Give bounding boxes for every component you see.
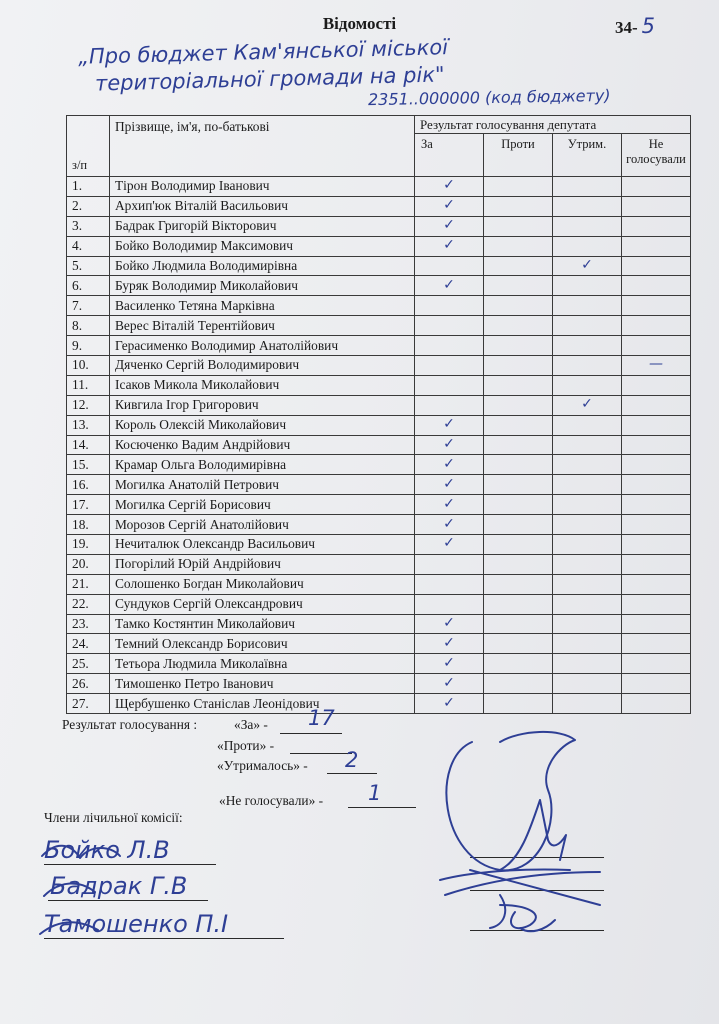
vote-cell-ne xyxy=(622,276,691,296)
vote-cell-ne xyxy=(622,256,691,276)
check-mark: ✓ xyxy=(443,237,455,254)
vote-cell-proty xyxy=(484,216,553,236)
vote-cell-utrym xyxy=(553,495,622,515)
table-row xyxy=(67,316,691,336)
check-mark: ✓ xyxy=(443,177,455,194)
vote-cell-utrym xyxy=(553,614,622,634)
table-row xyxy=(67,535,691,555)
deputy-name: Бадрак Григорій Вікторович xyxy=(110,216,415,236)
subject-line-3: 2351..000000 (код бюджету) xyxy=(367,85,611,110)
row-number: 22. xyxy=(67,594,110,614)
vote-cell-utrym xyxy=(553,634,622,654)
ne-label: «Не голосували» - xyxy=(219,793,324,808)
vote-cell-za xyxy=(415,475,484,495)
row-number: 9. xyxy=(67,336,110,356)
deputy-name: Василенко Тетяна Марківна xyxy=(110,296,415,316)
vote-cell-utrym xyxy=(553,554,622,574)
row-number: 25. xyxy=(67,654,110,674)
check-mark: ✓ xyxy=(581,396,593,413)
row-number: 23. xyxy=(67,614,110,634)
vote-cell-proty xyxy=(484,375,553,395)
dash-mark: — xyxy=(649,356,663,373)
table-row xyxy=(67,475,691,495)
check-mark: ✓ xyxy=(443,197,455,214)
deputy-name: Кивгила Ігор Григорович xyxy=(110,395,415,415)
vote-cell-za xyxy=(415,455,484,475)
vote-cell-utrym xyxy=(553,375,622,395)
vote-cell-utrym xyxy=(553,515,622,535)
vote-cell-utrym xyxy=(553,296,622,316)
deputy-name: Косюченко Вадим Андрійович xyxy=(110,435,415,455)
vote-cell-utrym xyxy=(553,654,622,674)
deputy-name: Тамко Костянтин Миколайович xyxy=(110,614,415,634)
vote-cell-proty xyxy=(484,535,553,555)
table-row xyxy=(67,415,691,435)
vote-cell-utrym xyxy=(553,594,622,614)
vote-cell-za xyxy=(415,256,484,276)
header-ne-holosuvaly: Не голосували xyxy=(622,134,691,177)
vote-cell-ne xyxy=(622,375,691,395)
vote-cell-utrym xyxy=(553,276,622,296)
commission-line-3 xyxy=(44,938,284,939)
table-row xyxy=(67,236,691,256)
commission-label: Члени лічильної комісії: xyxy=(44,810,183,825)
vote-cell-ne xyxy=(622,395,691,415)
deputy-name: Дяченко Сергій Володимирович xyxy=(110,356,415,376)
document-number-printed: 34- xyxy=(615,18,638,37)
subject-line-1: „Про бюджет Кам'янської міської xyxy=(77,35,449,69)
table-row xyxy=(67,196,691,216)
table-row xyxy=(67,594,691,614)
utrym-value: 2 xyxy=(345,748,359,772)
deputy-name: Могилка Сергій Борисович xyxy=(110,495,415,515)
row-number: 14. xyxy=(67,435,110,455)
vote-cell-ne xyxy=(622,535,691,555)
table-row xyxy=(67,515,691,535)
vote-cell-utrym xyxy=(553,356,622,376)
vote-cell-za xyxy=(415,276,484,296)
header-name: Прізвище, ім'я, по-батькові xyxy=(110,116,415,177)
vote-cell-ne xyxy=(622,574,691,594)
row-number: 2. xyxy=(67,196,110,216)
vote-cell-utrym xyxy=(553,196,622,216)
check-mark: ✓ xyxy=(443,475,455,492)
check-mark: ✓ xyxy=(581,257,593,273)
deputy-name: Бойко Володимир Максимович xyxy=(110,236,415,256)
vote-cell-utrym xyxy=(553,435,622,455)
row-number: 12. xyxy=(67,395,110,415)
subject-line-2: територіальної громади на рік" xyxy=(94,62,445,96)
vote-cell-ne xyxy=(622,415,691,435)
utrym-label: «Утрималось» - xyxy=(217,758,308,773)
za-value: 17 xyxy=(308,706,335,730)
vote-cell-utrym xyxy=(553,236,622,256)
vote-cell-ne xyxy=(622,196,691,216)
vote-cell-ne xyxy=(622,316,691,336)
row-number: 5. xyxy=(67,256,110,276)
vote-cell-proty xyxy=(484,674,553,694)
check-mark: ✓ xyxy=(443,436,455,453)
right-line-3 xyxy=(470,930,604,931)
vote-cell-ne xyxy=(622,654,691,674)
vote-cell-za xyxy=(415,495,484,515)
row-number: 17. xyxy=(67,495,110,515)
vote-cell-utrym xyxy=(553,455,622,475)
table-row xyxy=(67,375,691,395)
vote-cell-proty xyxy=(484,196,553,216)
vote-cell-proty xyxy=(484,475,553,495)
vote-cell-utrym xyxy=(553,475,622,495)
check-mark: ✓ xyxy=(443,495,455,512)
table-row xyxy=(67,395,691,415)
vote-cell-za xyxy=(415,177,484,197)
vote-cell-proty xyxy=(484,654,553,674)
vote-cell-za xyxy=(415,574,484,594)
vote-cell-ne xyxy=(622,674,691,694)
deputy-name: Крамар Ольга Володимирівна xyxy=(110,455,415,475)
vote-cell-utrym xyxy=(553,336,622,356)
table-row xyxy=(67,296,691,316)
deputy-name: Щербушенко Станіслав Леонідович xyxy=(110,694,415,714)
table-row xyxy=(67,177,691,197)
za-label: «За» - xyxy=(234,717,268,732)
vote-cell-ne xyxy=(622,356,691,376)
table-row xyxy=(67,674,691,694)
vote-cell-za xyxy=(415,196,484,216)
vote-cell-za xyxy=(415,395,484,415)
check-mark: ✓ xyxy=(443,615,455,632)
vote-cell-za xyxy=(415,614,484,634)
utrym-underline xyxy=(327,773,377,774)
vote-cell-za xyxy=(415,674,484,694)
vote-cell-proty xyxy=(484,276,553,296)
row-number: 8. xyxy=(67,316,110,336)
table-row xyxy=(67,435,691,455)
vote-cell-utrym xyxy=(553,177,622,197)
vote-cell-utrym xyxy=(553,316,622,336)
check-mark: ✓ xyxy=(443,515,455,532)
deputy-name: Сундуков Сергій Олександрович xyxy=(110,594,415,614)
document-number-handwritten: 5 xyxy=(641,14,656,38)
vote-cell-za xyxy=(415,375,484,395)
deputy-name: Верес Віталій Терентійович xyxy=(110,316,415,336)
row-number: 16. xyxy=(67,475,110,495)
deputy-name: Солошенко Богдан Миколайович xyxy=(110,574,415,594)
deputy-name: Тірон Володимир Іванович xyxy=(110,177,415,197)
row-number: 10. xyxy=(67,356,110,376)
document-title: Відомості xyxy=(322,14,397,33)
vote-cell-ne xyxy=(622,594,691,614)
commission-signature-2: Бадрак Г.В xyxy=(50,872,188,900)
vote-cell-ne xyxy=(622,216,691,236)
header-result: Результат голосування депутата xyxy=(415,116,691,134)
vote-cell-proty xyxy=(484,296,553,316)
vote-cell-za xyxy=(415,694,484,714)
vote-cell-utrym xyxy=(553,535,622,555)
deputy-name: Темний Олександр Борисович xyxy=(110,634,415,654)
vote-cell-za xyxy=(415,336,484,356)
vote-cell-proty xyxy=(484,515,553,535)
right-line-1 xyxy=(470,857,604,858)
vote-cell-proty xyxy=(484,415,553,435)
result-label: Результат голосування : xyxy=(62,717,198,732)
vote-cell-ne xyxy=(622,336,691,356)
vote-cell-utrym xyxy=(553,395,622,415)
commission-signature-1: Бойко Л.В xyxy=(44,836,170,864)
vote-cell-proty xyxy=(484,435,553,455)
deputy-name: Буряк Володимир Миколайович xyxy=(110,276,415,296)
proty-underline xyxy=(290,753,352,754)
row-number: 13. xyxy=(67,415,110,435)
deputy-name: Погорілий Юрій Андрійович xyxy=(110,554,415,574)
check-mark: ✓ xyxy=(443,674,455,691)
table-row xyxy=(67,634,691,654)
vote-cell-utrym xyxy=(553,216,622,236)
row-number: 18. xyxy=(67,515,110,535)
vote-cell-za xyxy=(415,654,484,674)
table-row xyxy=(67,654,691,674)
row-number: 11. xyxy=(67,375,110,395)
vote-cell-utrym xyxy=(553,674,622,694)
vote-cell-proty xyxy=(484,256,553,276)
deputy-name: Король Олексій Миколайович xyxy=(110,415,415,435)
header-proty: Проти xyxy=(484,134,553,177)
table-row xyxy=(67,554,691,574)
vote-cell-za xyxy=(415,415,484,435)
vote-cell-proty xyxy=(484,634,553,654)
check-mark: ✓ xyxy=(443,634,455,651)
vote-cell-proty xyxy=(484,694,553,714)
commission-line-2 xyxy=(48,900,208,901)
row-number: 3. xyxy=(67,216,110,236)
vote-cell-proty xyxy=(484,395,553,415)
check-mark: ✓ xyxy=(443,276,455,293)
deputy-name: Герасименко Володимир Анатолійович xyxy=(110,336,415,356)
deputy-name: Тимошенко Петро Іванович xyxy=(110,674,415,694)
proty-label: «Проти» - xyxy=(217,738,275,753)
vote-cell-proty xyxy=(484,574,553,594)
vote-cell-utrym xyxy=(553,256,622,276)
document-number xyxy=(615,14,655,38)
vote-cell-ne xyxy=(622,435,691,455)
vote-cell-ne xyxy=(622,515,691,535)
vote-cell-za xyxy=(415,216,484,236)
right-line-2 xyxy=(470,890,604,891)
table-row xyxy=(67,574,691,594)
vote-cell-proty xyxy=(484,356,553,376)
signature-chairman-stroke xyxy=(500,800,566,870)
deputy-name: Могилка Анатолій Петрович xyxy=(110,475,415,495)
table-row xyxy=(67,694,691,714)
vote-cell-za xyxy=(415,515,484,535)
table-row xyxy=(67,336,691,356)
signature-chairman-loop xyxy=(446,732,575,870)
vote-cell-ne xyxy=(622,177,691,197)
vote-cell-ne xyxy=(622,694,691,714)
check-mark: ✓ xyxy=(443,217,455,234)
vote-cell-za xyxy=(415,236,484,256)
vote-cell-za xyxy=(415,356,484,376)
vote-cell-ne xyxy=(622,296,691,316)
deputy-name: Морозов Сергій Анатолійович xyxy=(110,515,415,535)
vote-cell-proty xyxy=(484,495,553,515)
vote-cell-proty xyxy=(484,316,553,336)
table-row xyxy=(67,256,691,276)
row-number: 24. xyxy=(67,634,110,654)
vote-cell-za xyxy=(415,634,484,654)
vote-cell-utrym xyxy=(553,694,622,714)
vote-cell-ne xyxy=(622,455,691,475)
vote-cell-ne xyxy=(622,475,691,495)
vote-cell-za xyxy=(415,316,484,336)
vote-cell-za xyxy=(415,535,484,555)
vote-cell-ne xyxy=(622,614,691,634)
deputy-name: Ісаков Микола Миколайович xyxy=(110,375,415,395)
header-utrym: Утрим. xyxy=(553,134,622,177)
row-number: 7. xyxy=(67,296,110,316)
table-row xyxy=(67,216,691,236)
signature-secretary xyxy=(440,869,600,928)
vote-cell-utrym xyxy=(553,574,622,594)
table-row xyxy=(67,455,691,475)
vote-cell-za xyxy=(415,594,484,614)
vote-cell-ne xyxy=(622,495,691,515)
vote-cell-za xyxy=(415,554,484,574)
row-number: 20. xyxy=(67,554,110,574)
ne-underline xyxy=(348,807,416,808)
row-number: 1. xyxy=(67,177,110,197)
vote-cell-ne xyxy=(622,236,691,256)
ne-value: 1 xyxy=(368,781,382,805)
row-number: 27. xyxy=(67,694,110,714)
commission-signature-3: Тамошенко П.І xyxy=(44,910,229,938)
table-row xyxy=(67,495,691,515)
vote-cell-proty xyxy=(484,614,553,634)
za-underline xyxy=(280,733,342,734)
check-mark: ✓ xyxy=(443,535,455,552)
vote-cell-utrym xyxy=(553,415,622,435)
header-za: За xyxy=(415,134,484,177)
vote-cell-za xyxy=(415,435,484,455)
row-number: 21. xyxy=(67,574,110,594)
vote-cell-za xyxy=(415,296,484,316)
deputy-name: Архип'юк Віталій Васильович xyxy=(110,196,415,216)
commission-line-1 xyxy=(44,864,216,865)
check-mark: ✓ xyxy=(443,694,455,711)
table-row xyxy=(67,276,691,296)
vote-cell-proty xyxy=(484,336,553,356)
table-row xyxy=(67,614,691,634)
vote-cell-proty xyxy=(484,236,553,256)
check-mark: ✓ xyxy=(443,416,455,433)
vote-cell-proty xyxy=(484,455,553,475)
signature-third xyxy=(500,905,555,931)
row-number: 19. xyxy=(67,535,110,555)
check-mark: ✓ xyxy=(443,455,455,472)
vote-cell-proty xyxy=(484,554,553,574)
header-number: з/п xyxy=(67,116,110,177)
row-number: 26. xyxy=(67,674,110,694)
vote-cell-proty xyxy=(484,177,553,197)
check-mark: ✓ xyxy=(443,654,455,671)
row-number: 6. xyxy=(67,276,110,296)
row-number: 15. xyxy=(67,455,110,475)
vote-cell-ne xyxy=(622,554,691,574)
vote-cell-proty xyxy=(484,594,553,614)
table-row xyxy=(67,356,691,376)
row-number: 4. xyxy=(67,236,110,256)
deputy-name: Бойко Людмила Володимирівна xyxy=(110,256,415,276)
deputy-name: Тетьора Людмила Миколаївна xyxy=(110,654,415,674)
deputy-name: Нечиталюк Олександр Васильович xyxy=(110,535,415,555)
voting-table xyxy=(66,115,691,714)
vote-cell-ne xyxy=(622,634,691,654)
